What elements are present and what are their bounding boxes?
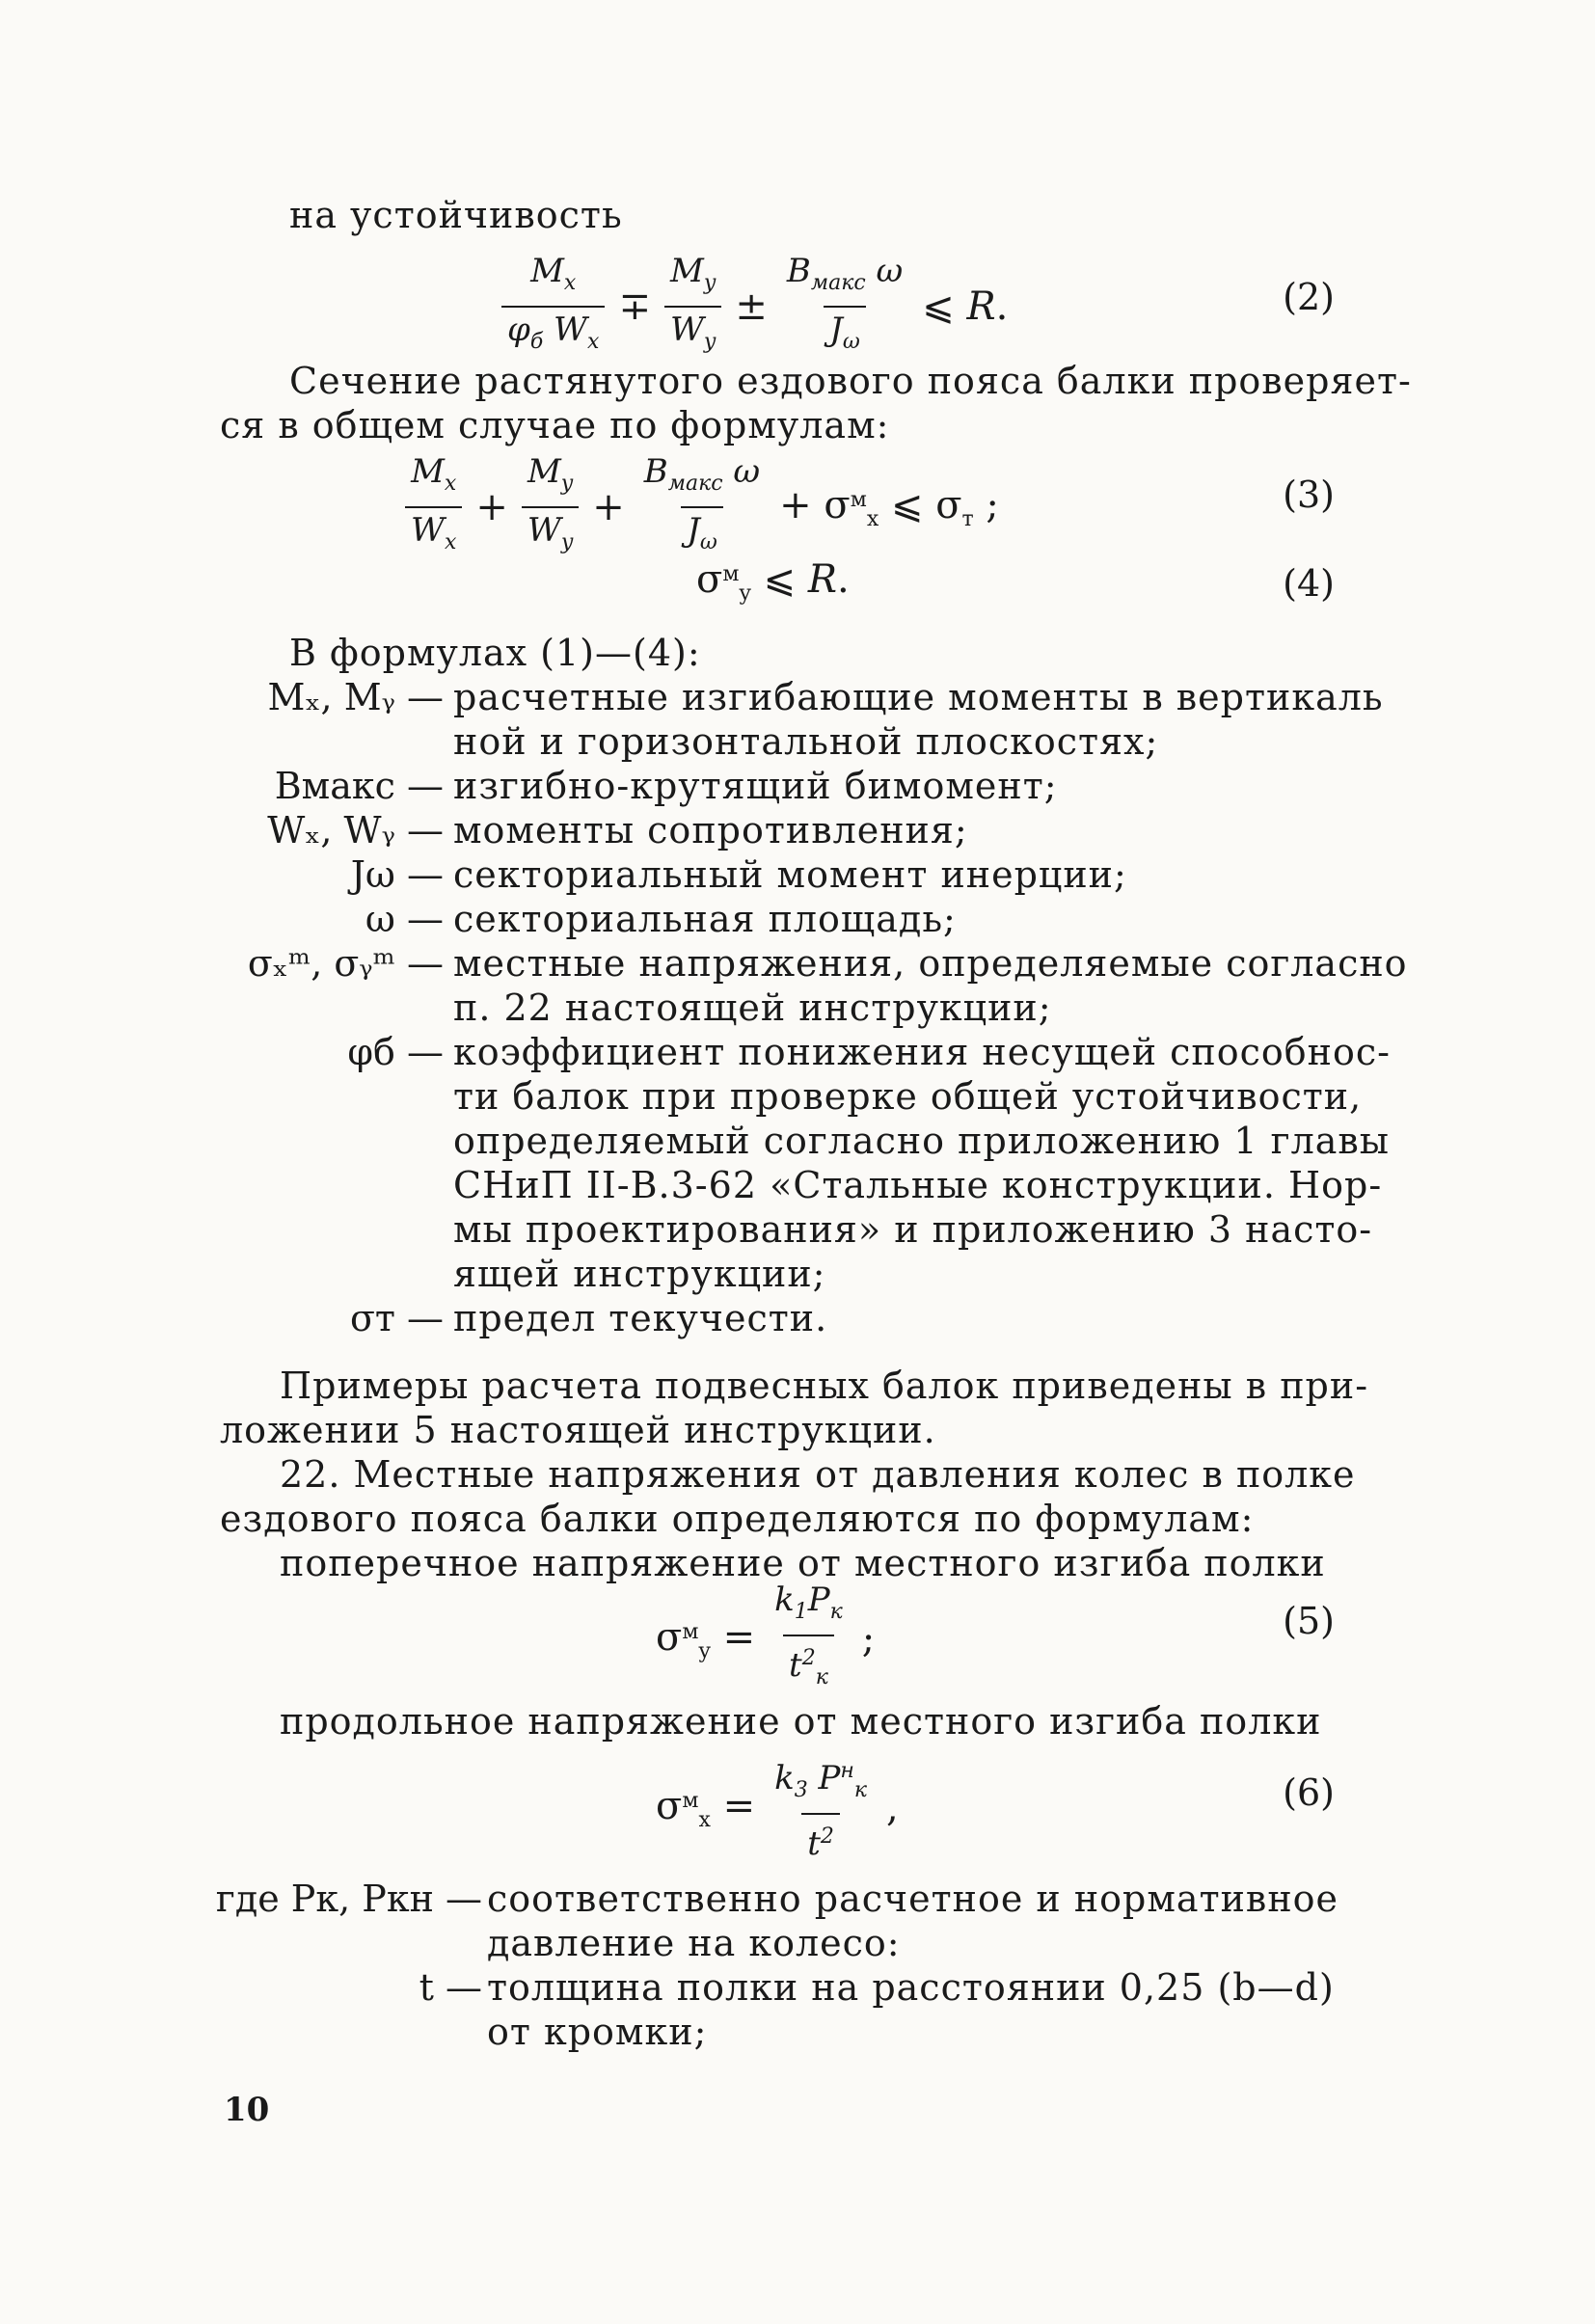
equation-3: $\frac{M_x}{W_x}$ + $\frac{M_y}{W_y}$ + $\frac{B_{макс} \omega}{J_\omega}$ + $\sigma^м_x$ ⩽ $\sigma_т$ ; (405, 453, 999, 561)
legend-text: ящей инструкции; (453, 1253, 826, 1295)
legend-text: секториальная площадь; (453, 898, 957, 940)
p22-line1: 22. Местные напряжения от давления колес в полке (280, 1453, 1356, 1496)
equation-2: $\frac{M_x}{\varphi_б W_x}$ ∓ $\frac{M_y}{W_y}$ ± $\frac{B_{макс} \omega}{J_\omega}$ ⩽ R. (501, 253, 1008, 361)
equation-4: $\sigma^м_y$ ⩽ R. (696, 557, 850, 606)
legend-symbol-moments: Mₓ, Mᵧ — (267, 676, 444, 718)
legend-symbol-phi: φб — (347, 1031, 444, 1073)
eq3-number: (3) (1283, 473, 1335, 516)
legend-text: п. 22 настоящей инструкции; (453, 986, 1052, 1029)
eq4-number: (4) (1283, 562, 1335, 605)
examples-line2: ложении 5 настоящей инструкции. (220, 1409, 936, 1451)
legend-symbol-local-stress: σₓᵐ, σᵧᵐ — (247, 942, 444, 985)
legend-text: СНиП II-В.3-62 «Стальные конструкции. Нор- (453, 1164, 1383, 1206)
legend-symbol-bimoment: Bмакс — (274, 765, 444, 807)
intro-stability: на устойчивость (289, 194, 623, 236)
legend-symbol-inertia: Jω — (350, 853, 444, 896)
legend-text: расчетные изгибающие моменты в вертикаль (453, 676, 1384, 718)
eq2-number: (2) (1283, 276, 1335, 318)
para-tension-line2: ся в общем случае по формулам: (220, 404, 890, 446)
legend-text: мы проектирования» и приложению 3 насто- (453, 1208, 1373, 1251)
examples-line1: Примеры расчета подвесных балок приведены в при- (280, 1365, 1369, 1407)
where-p-line1: соответственно расчетное и нормативное (487, 1878, 1339, 1920)
where-p-line2: давление на колесо: (487, 1922, 901, 1964)
eq5-number: (5) (1283, 1600, 1335, 1642)
legend-text: местные напряжения, определяемые согласно (453, 942, 1408, 985)
where-label: где Pк, Pкн — (215, 1878, 482, 1920)
eq6-number: (6) (1283, 1771, 1335, 1814)
where-t-line1: толщина полки на расстоянии 0,25 (b—d) (487, 1966, 1335, 2009)
equation-6: $\sigma^м_x$ = $\frac{k_3 P^н_к}{t^2}$ , (656, 1759, 899, 1863)
page-number: 10 (224, 2091, 270, 2129)
legend-text: секториальный момент инерции; (453, 853, 1127, 896)
where-t-line2: от кромки; (487, 2011, 708, 2053)
longitudinal-line: продольное напряжение от местного изгиба полки (280, 1700, 1322, 1743)
legend-symbol-area: ω — (365, 898, 444, 940)
p22-line2: ездового пояса балки определяются по формулам: (220, 1498, 1255, 1540)
where-t-label: t — (419, 1966, 482, 2009)
legend-text: предел текучести. (453, 1297, 828, 1339)
legend-text: определяемый согласно приложению 1 главы (453, 1120, 1390, 1162)
formulas-heading: В формулах (1)—(4): (289, 632, 701, 674)
legend-symbol-yield: σт — (349, 1297, 444, 1339)
legend-text: ной и горизонтальной плоскостях; (453, 720, 1159, 763)
legend-text: ти балок при проверке общей устойчивости, (453, 1075, 1363, 1118)
p22-line3: поперечное напряжение от местного изгиба полки (280, 1542, 1326, 1584)
legend-symbol-resistance: Wₓ, Wᵧ — (267, 809, 444, 851)
equation-5: $\sigma^м_y$ = $\frac{k_1P_к}{t^2_к}$ ; (656, 1581, 875, 1696)
legend-text: моменты сопротивления; (453, 809, 968, 851)
legend-text: коэффициент понижения несущей способнос- (453, 1031, 1391, 1073)
legend-text: изгибно-крутящий бимомент; (453, 765, 1058, 807)
para-tension-line1: Сечение растянутого ездового пояса балки проверяет- (289, 360, 1412, 402)
